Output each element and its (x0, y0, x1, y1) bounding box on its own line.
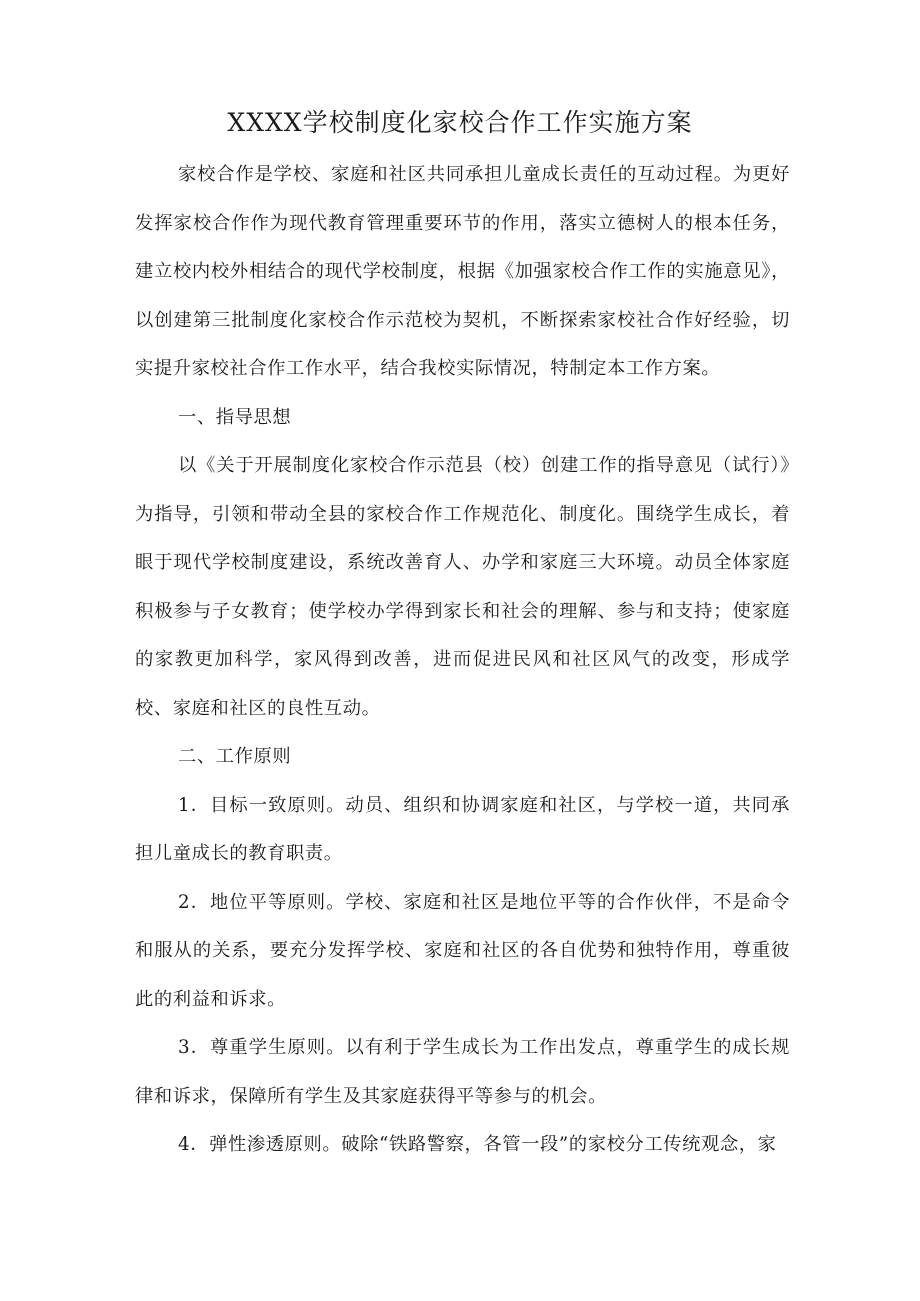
section-heading-work-principles: 二、工作原则 (178, 746, 292, 767)
guiding-ideology-paragraph: 以《关于开展制度化家校合作示范县（校）创建工作的指导意见（试行）》为指导，引领和带动全县的家校合作工作规范化、制度化。围绕学生成长，着眼于现代学校制度建设，系统改善育人、办学和家庭三大环境。动员全体家庭积极参与子女教育；使学校办学得到家长和社会的理解、参与和支持；使家庭的家教更加科学，家风得到改善，进而促进民风和社区风气的改变，形成学校、家庭和社区的良性互动。 (135, 455, 790, 719)
principle-item-1: 1．目标一致原则。动员、组织和协调家庭和社区，与学校一道，共同承担儿童成长的教育职责。 (135, 794, 790, 864)
document-title: XXXX学校制度化家校合作工作实施方案 (227, 108, 693, 137)
intro-paragraph: 家校合作是学校、家庭和社区共同承担儿童成长责任的互动过程。为更好发挥家校合作作为现代教育管理重要环节的作用，落实立德树人的根本任务，建立校内校外相结合的现代学校制度，根据《加强家校合作工作的实施意见》，以创建第三批制度化家校合作示范校为契机，不断探索家校社合作好经验，切实提升家校社合作工作水平，结合我校实际情况，特制定本工作方案。 (135, 164, 790, 379)
principle-item-2: 2．地位平等原则。学校、家庭和社区是地位平等的合作伙伴，不是命令和服从的关系，要充分发挥学校、家庭和社区的各自优势和独特作用，尊重彼此的利益和诉求。 (135, 891, 790, 1010)
principle-item-4: 4．弹性渗透原则。破除“铁路警察，各管一段”的家校分工传统观念，家 (178, 1134, 777, 1155)
principle-item-3: 3．尊重学生原则。以有利于学生成长为工作出发点，尊重学生的成长规律和诉求，保障所有学生及其家庭获得平等参与的机会。 (135, 1037, 790, 1107)
document-body (135, 151, 790, 1170)
section-heading-guiding-ideology: 一、指导思想 (178, 406, 292, 428)
